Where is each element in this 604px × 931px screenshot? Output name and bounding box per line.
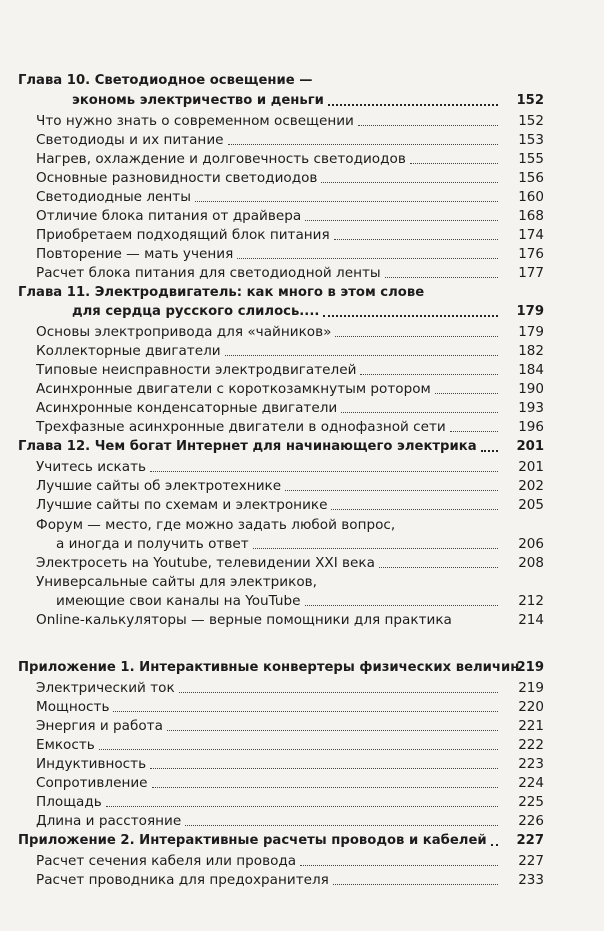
chapter-heading-line1 [0, 283, 604, 303]
entry-title: Универсальные сайты для электриков, [36, 574, 317, 590]
chapter-heading-line1 [0, 71, 604, 91]
dot-leader [491, 844, 498, 846]
page-number: 225 [518, 794, 544, 810]
chapter-title-continued: экономь электричество и деньги [72, 93, 324, 108]
dot-leader [99, 749, 498, 750]
toc-entry[interactable] [0, 111, 604, 131]
toc-entry[interactable] [0, 263, 604, 283]
toc-entry[interactable] [0, 610, 604, 630]
page-number: 201 [518, 459, 544, 475]
entry-title: Отличие блока питания от драйвера [36, 208, 302, 224]
dot-leader [179, 692, 498, 693]
page-number: 220 [518, 699, 544, 715]
chapter-heading[interactable] [0, 437, 604, 457]
entry-title: Длина и расстояние [36, 813, 182, 829]
appendix-title: Приложение 2. Интерактивные расчеты проводов и кабелей [18, 833, 487, 848]
toc-entry[interactable] [0, 417, 604, 437]
dot-leader [150, 471, 498, 472]
entry-title: Нагрев, охлаждение и долговечность светодиодов [36, 151, 406, 167]
dot-leader [410, 163, 498, 164]
toc-entry[interactable] [0, 244, 604, 264]
dot-leader [113, 711, 498, 712]
toc-entry[interactable] [0, 360, 604, 380]
toc-entry[interactable] [0, 130, 604, 150]
toc-entry[interactable] [0, 697, 604, 717]
dot-leader [450, 431, 498, 432]
page-number: 206 [518, 536, 544, 552]
appendix-heading[interactable] [0, 831, 604, 851]
page-number: 153 [518, 132, 544, 148]
page-number: 226 [518, 813, 544, 829]
toc-entry-line2[interactable] [0, 591, 604, 611]
dot-leader [237, 258, 498, 259]
toc-entry[interactable] [0, 553, 604, 573]
dot-leader [379, 567, 498, 568]
entry-title: Учитесь искать [36, 459, 147, 475]
entry-title: Типовые неисправности электродвигателей [36, 362, 357, 378]
toc-entry[interactable] [0, 457, 604, 477]
page-number: 193 [518, 400, 544, 416]
chapter-title: Глава 10. Светодиодное освещение — [18, 73, 313, 88]
page-number: 223 [518, 756, 544, 772]
entry-title: Электросеть на Youtube, телевидении XXI века [36, 555, 375, 571]
dot-leader [228, 144, 498, 145]
dot-leader [334, 239, 498, 240]
chapter-heading-line2[interactable] [0, 91, 604, 111]
page-number: 190 [518, 381, 544, 397]
page-number: 179 [518, 324, 544, 340]
page-number: 205 [518, 497, 544, 513]
entry-title: Мощность [36, 699, 110, 715]
appendix-title: Приложение 1. Интерактивные конвертеры физических величин [18, 660, 520, 675]
toc-entry[interactable] [0, 379, 604, 399]
page-number: 184 [518, 362, 544, 378]
page-number: 168 [518, 208, 544, 224]
chapter-title: Глава 12. Чем богат Интернет для начинающего электрика [18, 439, 477, 454]
entry-title: Энергия и работа [36, 718, 163, 734]
entry-title: Повторение — мать учения [36, 246, 234, 262]
toc-entry[interactable] [0, 225, 604, 245]
chapter-title-continued: для сердца русского слилось.... [72, 304, 320, 319]
dot-leader [185, 825, 498, 826]
toc-entry[interactable] [0, 206, 604, 226]
entry-title: Основы электропривода для «чайников» [36, 324, 332, 340]
page-number: 174 [518, 227, 544, 243]
page-number: 221 [518, 718, 544, 734]
dot-leader [106, 806, 498, 807]
dot-leader [333, 884, 498, 885]
dot-leader [323, 315, 498, 317]
page-number: 196 [518, 419, 544, 435]
toc-entry[interactable] [0, 716, 604, 736]
toc-entry[interactable] [0, 168, 604, 188]
dot-leader [167, 730, 498, 731]
toc-entry[interactable] [0, 341, 604, 361]
chapter-title: Глава 11. Электродвигатель: как много в этом слове [18, 285, 425, 300]
entry-title: Электрический ток [36, 680, 175, 696]
dot-leader [150, 768, 498, 769]
page-number: 227 [518, 853, 544, 869]
entry-title: Форум — место, где можно задать любой вопрос, [36, 517, 396, 533]
toc-entry-line1 [0, 572, 604, 592]
toc-entry[interactable] [0, 851, 604, 871]
dot-leader [331, 509, 498, 510]
toc-entry-line1 [0, 515, 604, 535]
entry-title: Индуктивность [36, 756, 147, 772]
entry-title: Коллекторные двигатели [36, 343, 221, 359]
toc-entry[interactable] [0, 754, 604, 774]
entry-title: Что нужно знать о современном освещении [36, 113, 354, 129]
entry-title: Лучшие сайты об электротехнике [36, 478, 282, 494]
page-number: 176 [518, 246, 544, 262]
dot-leader [358, 125, 498, 126]
dot-leader [305, 220, 498, 221]
dot-leader [152, 787, 498, 788]
toc-entry[interactable] [0, 322, 604, 342]
page-number: 155 [518, 151, 544, 167]
page-number: 160 [518, 189, 544, 205]
entry-title: Расчет проводника для предохранителя [36, 872, 329, 888]
toc-entry-line2[interactable] [0, 534, 604, 554]
page-number: 179 [516, 304, 544, 319]
dot-leader [341, 412, 498, 413]
page-number: 152 [518, 113, 544, 129]
page-number: 219 [518, 680, 544, 696]
dot-leader [285, 490, 498, 491]
toc-entry[interactable] [0, 811, 604, 831]
appendix-heading[interactable] [0, 658, 604, 678]
page-number: 227 [516, 833, 544, 848]
toc-entry[interactable] [0, 149, 604, 169]
toc-entry[interactable] [0, 773, 604, 793]
entry-title: Площадь [36, 794, 102, 810]
toc-entry[interactable] [0, 495, 604, 515]
dot-leader [225, 355, 498, 356]
entry-title: Основные разновидности светодиодов [36, 170, 318, 186]
entry-title-continued: а иногда и получить ответ [56, 536, 249, 552]
page-number: 152 [516, 93, 544, 108]
entry-title: Лучшие сайты по схемам и электронике [36, 497, 328, 513]
entry-title-continued: имеющие свои каналы на YouTube [56, 593, 301, 609]
page-number: 219 [516, 660, 544, 675]
entry-title: Светодиоды и их питание [36, 132, 224, 148]
page-number: 156 [518, 170, 544, 186]
page-number: 212 [518, 593, 544, 609]
entry-title: Трехфазные асинхронные двигатели в однофазной сети [36, 419, 446, 435]
dot-leader [360, 374, 498, 375]
entry-title: Емкость [36, 737, 95, 753]
dot-leader [335, 336, 498, 337]
dot-leader [253, 548, 498, 549]
dot-leader [481, 450, 498, 452]
page-number: 177 [518, 265, 544, 281]
page-number: 233 [518, 872, 544, 888]
toc-entry[interactable] [0, 792, 604, 812]
dot-leader [328, 104, 498, 106]
toc-entry[interactable] [0, 476, 604, 496]
dot-leader [435, 393, 498, 394]
page-number: 201 [516, 439, 544, 454]
entry-title: Расчет блока питания для светодиодной ленты [36, 265, 381, 281]
entry-title: Приобретаем подходящий блок питания [36, 227, 330, 243]
entry-title: Online-калькуляторы — верные помощники для практика [36, 612, 452, 628]
chapter-heading-line2[interactable] [0, 302, 604, 322]
page-number: 202 [518, 478, 544, 494]
toc-entry[interactable] [0, 678, 604, 698]
toc-entry[interactable] [0, 187, 604, 207]
entry-title: Светодиодные ленты [36, 189, 191, 205]
dot-leader [300, 865, 498, 866]
toc-entry[interactable] [0, 735, 604, 755]
dot-leader [321, 182, 498, 183]
entry-title: Асинхронные двигатели с короткозамкнутым ротором [36, 381, 431, 397]
page-number: 214 [518, 612, 544, 628]
dot-leader [385, 277, 498, 278]
page-number: 182 [518, 343, 544, 359]
entry-title: Асинхронные конденсаторные двигатели [36, 400, 338, 416]
page-number: 224 [518, 775, 544, 791]
dot-leader [305, 605, 498, 606]
toc-entry[interactable] [0, 870, 604, 890]
page-number: 222 [518, 737, 544, 753]
page-number: 208 [518, 555, 544, 571]
toc-entry[interactable] [0, 398, 604, 418]
entry-title: Расчет сечения кабеля или провода [36, 853, 297, 869]
entry-title: Сопротивление [36, 775, 148, 791]
dot-leader [195, 201, 498, 202]
